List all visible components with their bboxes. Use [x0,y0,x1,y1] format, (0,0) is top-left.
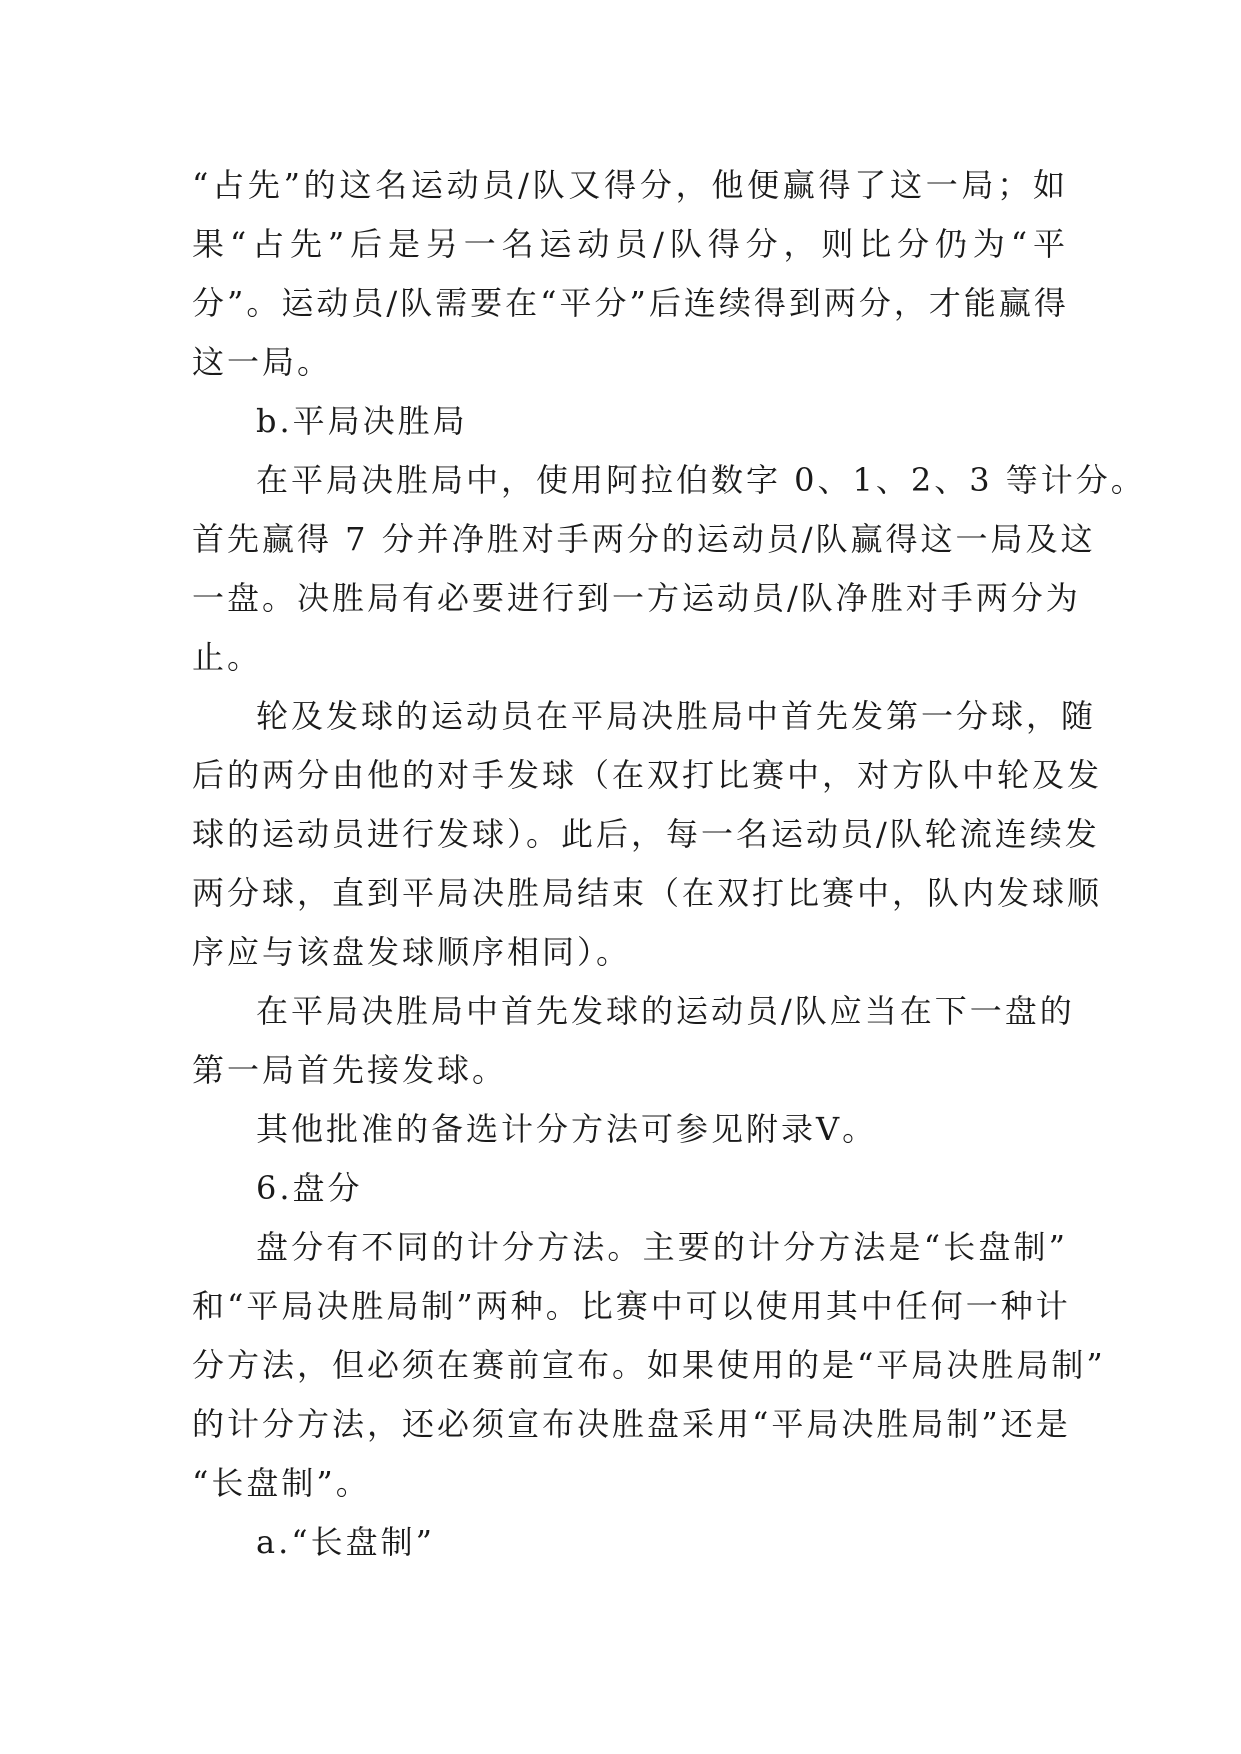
text-line: 止。 [192,638,263,676]
text-line: 两分球，直到平局决胜局结束（在双打比赛中，队内发球顺 [192,874,1103,912]
text-line: 这一局。 [192,343,333,381]
text-line: 和“平局决胜局制”两种。比赛中可以使用其中任何一种计 [192,1287,1071,1325]
section-heading: a.“长盘制” [256,1523,435,1561]
text-line: 盘分有不同的计分方法。主要的计分方法是“长盘制” [256,1228,1068,1266]
text-line: 一盘。决胜局有必要进行到一方运动员/队净胜对手两分为 [192,579,1081,617]
text-line: 轮及发球的运动员在平局决胜局中首先发第一分球，随 [256,697,1097,735]
text-line: 分”。运动员/队需要在“平分”后连续得到两分，才能赢得 [192,284,1069,322]
text-line: 其他批准的备选计分方法可参见附录Ⅴ。 [256,1110,878,1148]
text-line: “长盘制”。 [192,1464,371,1502]
text-line: 的计分方法，还必须宣布决胜盘采用“平局决胜局制”还是 [192,1405,1071,1443]
text-line: 分方法，但必须在赛前宣布。如果使用的是“平局决胜局制” [192,1346,1106,1384]
text-line: 首先赢得 7 分并净胜对手两分的运动员/队赢得这一局及这 [192,520,1096,558]
text-line: 在平局决胜局中首先发球的运动员/队应当在下一盘的 [256,992,1075,1030]
text-line: 后的两分由他的对手发球（在双打比赛中，对方队中轮及发 [192,756,1103,794]
section-heading: b.平局决胜局 [256,402,468,440]
section-heading: 6.盘分 [256,1169,363,1207]
text-line: 果“占先”后是另一名运动员/队得分，则比分仍为“平 [192,225,1068,263]
text-line: 序应与该盘发球顺序相同）。 [192,933,632,971]
text-line: 第一局首先接发球。 [192,1051,508,1089]
text-line: 球的运动员进行发球）。此后，每一名运动员/队轮流连续发 [192,815,1100,853]
document-page [192,156,1146,1572]
text-line: “占先”的这名运动员/队又得分，他便赢得了这一局；如 [192,166,1068,204]
text-line: 在平局决胜局中，使用阿拉伯数字 0、1、2、3 等计分。 [256,461,1146,499]
